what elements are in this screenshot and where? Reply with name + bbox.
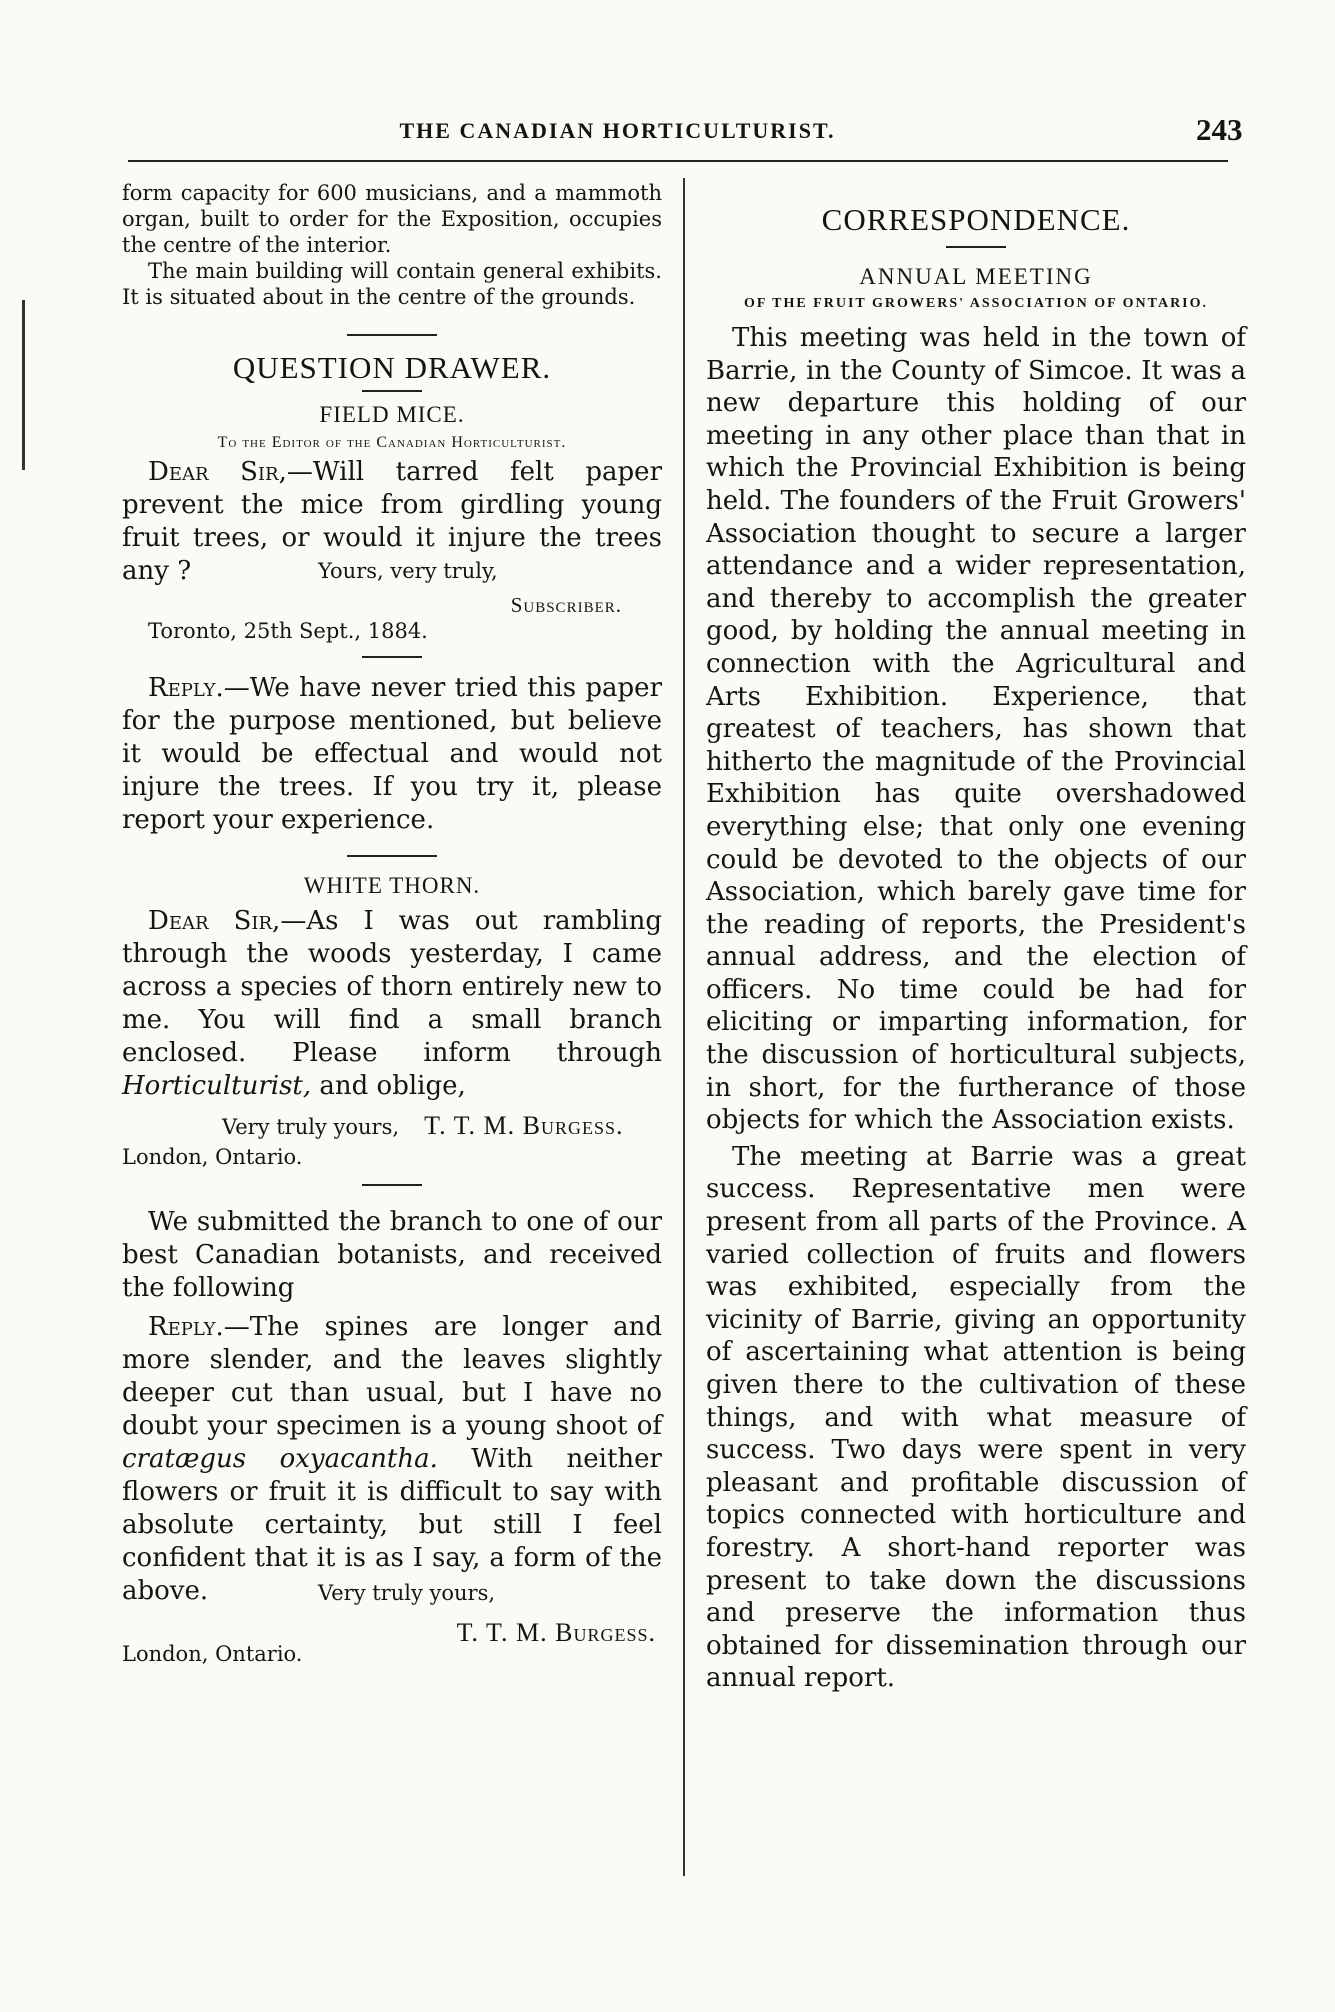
letter-body: —Will tarred felt paper prevent the mice from girdling young fruit trees, or would it injure the trees any ? [122,457,662,586]
letter-closing: Yours, very truly, [318,559,498,583]
section-rule [362,656,422,658]
section-rule [347,855,437,857]
intro-paragraph-1: form capacity for 600 musicians, and a mammoth organ, built to order for the Exposition, occupies the centre of the interior. [122,181,662,257]
addressee-line: To the Editor of the Canadian Horticulturist. [217,434,567,451]
correspondence-title: CORRESPONDENCE. [821,202,1131,237]
submitted-paragraph: We submitted the branch to one of our best Canadian botanists, and received the following [122,1207,662,1303]
column-divider [683,178,685,1876]
letter-signoff [222,1109,662,1142]
intro-paragraph-2: The main building will contain general exhibits. It is situated about in the centre of the grounds. [122,259,662,309]
letter-closing: Very truly yours, [318,1581,496,1605]
salutation: Dear Sir, [148,457,287,487]
section-rule [946,246,1006,248]
field-mice-reply [122,672,662,837]
running-header: THE CANADIAN HORTICULTURIST. [399,118,836,143]
reply-label: Reply. [148,673,224,703]
salutation: Dear Sir, [148,906,281,936]
section-rule [362,1184,422,1186]
header-rule [128,160,1228,162]
meeting-subtitle: OF THE FRUIT GROWERS' ASSOCIATION OF ONTARIO. [743,296,1209,311]
reply-body: —We have never tried this paper for the purpose mentioned, but believe it would be effectual and would not injure the trees. If you try it, please report your experience. [122,673,662,835]
meeting-paragraph-2: The meeting at Barrie was a great success. Representative men were present from all parts of the Province. A varied collection of fruits and flowers was exhibited, especially from the vicinity of Barrie, giving an opportunity of ascertaining what attention is being given there to the cultivation of these things, and with what measure of success. Two days were spent in very pleasant and profitable discussion of topics connected with horticulture and forestry. A short-hand reporter was present to take down the discussions and preserve the information thus obtained for dissemination through our annual report. [706,1141,1246,1694]
margin-mark [22,300,25,470]
letter-signature: T. T. M. Burgess. [424,1111,624,1140]
meeting-paragraph-1: This meeting was held in the town of Barrie, in the County of Simcoe. It was a new departure this holding of our meeting in any other place than that in which the Provincial Exhibition is being held. The founders of the Fruit Growers' Association thought to secure a larger attendance and a wider representation, and thereby to accomplish the greater good, by holding the annual meeting in connection with the Agricultural and Arts Exhibition. Experience, that greatest of teachers, has shown that hitherto the magnitude of the Provincial Exhibition has quite overshadowed everything else; that only one evening could be devoted to the objects of our Association, which barely gave time for the reading of reports, the President's annual address, and the election of officers. No time could be had for eliciting or imparting information, for the discussion of horticultural subjects, in short, for the furtherance of those objects for which the Association exists. [706,323,1246,1136]
reply-label: Reply. [148,1312,224,1342]
dateline: London, Ontario. [122,1145,303,1169]
dateline: Toronto, 25th Sept., 1884. [148,619,428,643]
section-rule [362,390,422,392]
annual-meeting-title: ANNUAL MEETING [859,264,1093,289]
white-thorn-title: WHITE THORN. [303,873,481,898]
left-column [122,180,662,1667]
letter-signature: T. T. M. Burgess. [456,1618,656,1647]
field-mice-title: FIELD MICE. [319,402,465,427]
section-rule [347,334,437,336]
page-number: 243 [1196,112,1243,147]
question-drawer-title: QUESTION DRAWER. [232,350,552,385]
dateline: London, Ontario. [122,1642,303,1666]
letter-signature: Subscriber. [510,593,622,617]
white-thorn-letter: Dear Sir,—As I was out rambling through the woods yesterday, I came across a species of thorn entirely new to me. You will find a small branch enclosed. Please inform through Horticulturist, and oblige, [122,906,663,1101]
right-column [706,180,1246,1695]
letter-closing: Very truly yours, [222,1115,400,1139]
white-thorn-reply: Reply.—The spines are longer and more slender, and the leaves slightly deeper cut than usual, but I have no doubt your specimen is a young shoot of cratægus oxyacantha. With neither flowers or fruit it is difficult to say with absolute certainty, but still I feel confident that it is as I say, a form of the above. [122,1312,662,1606]
